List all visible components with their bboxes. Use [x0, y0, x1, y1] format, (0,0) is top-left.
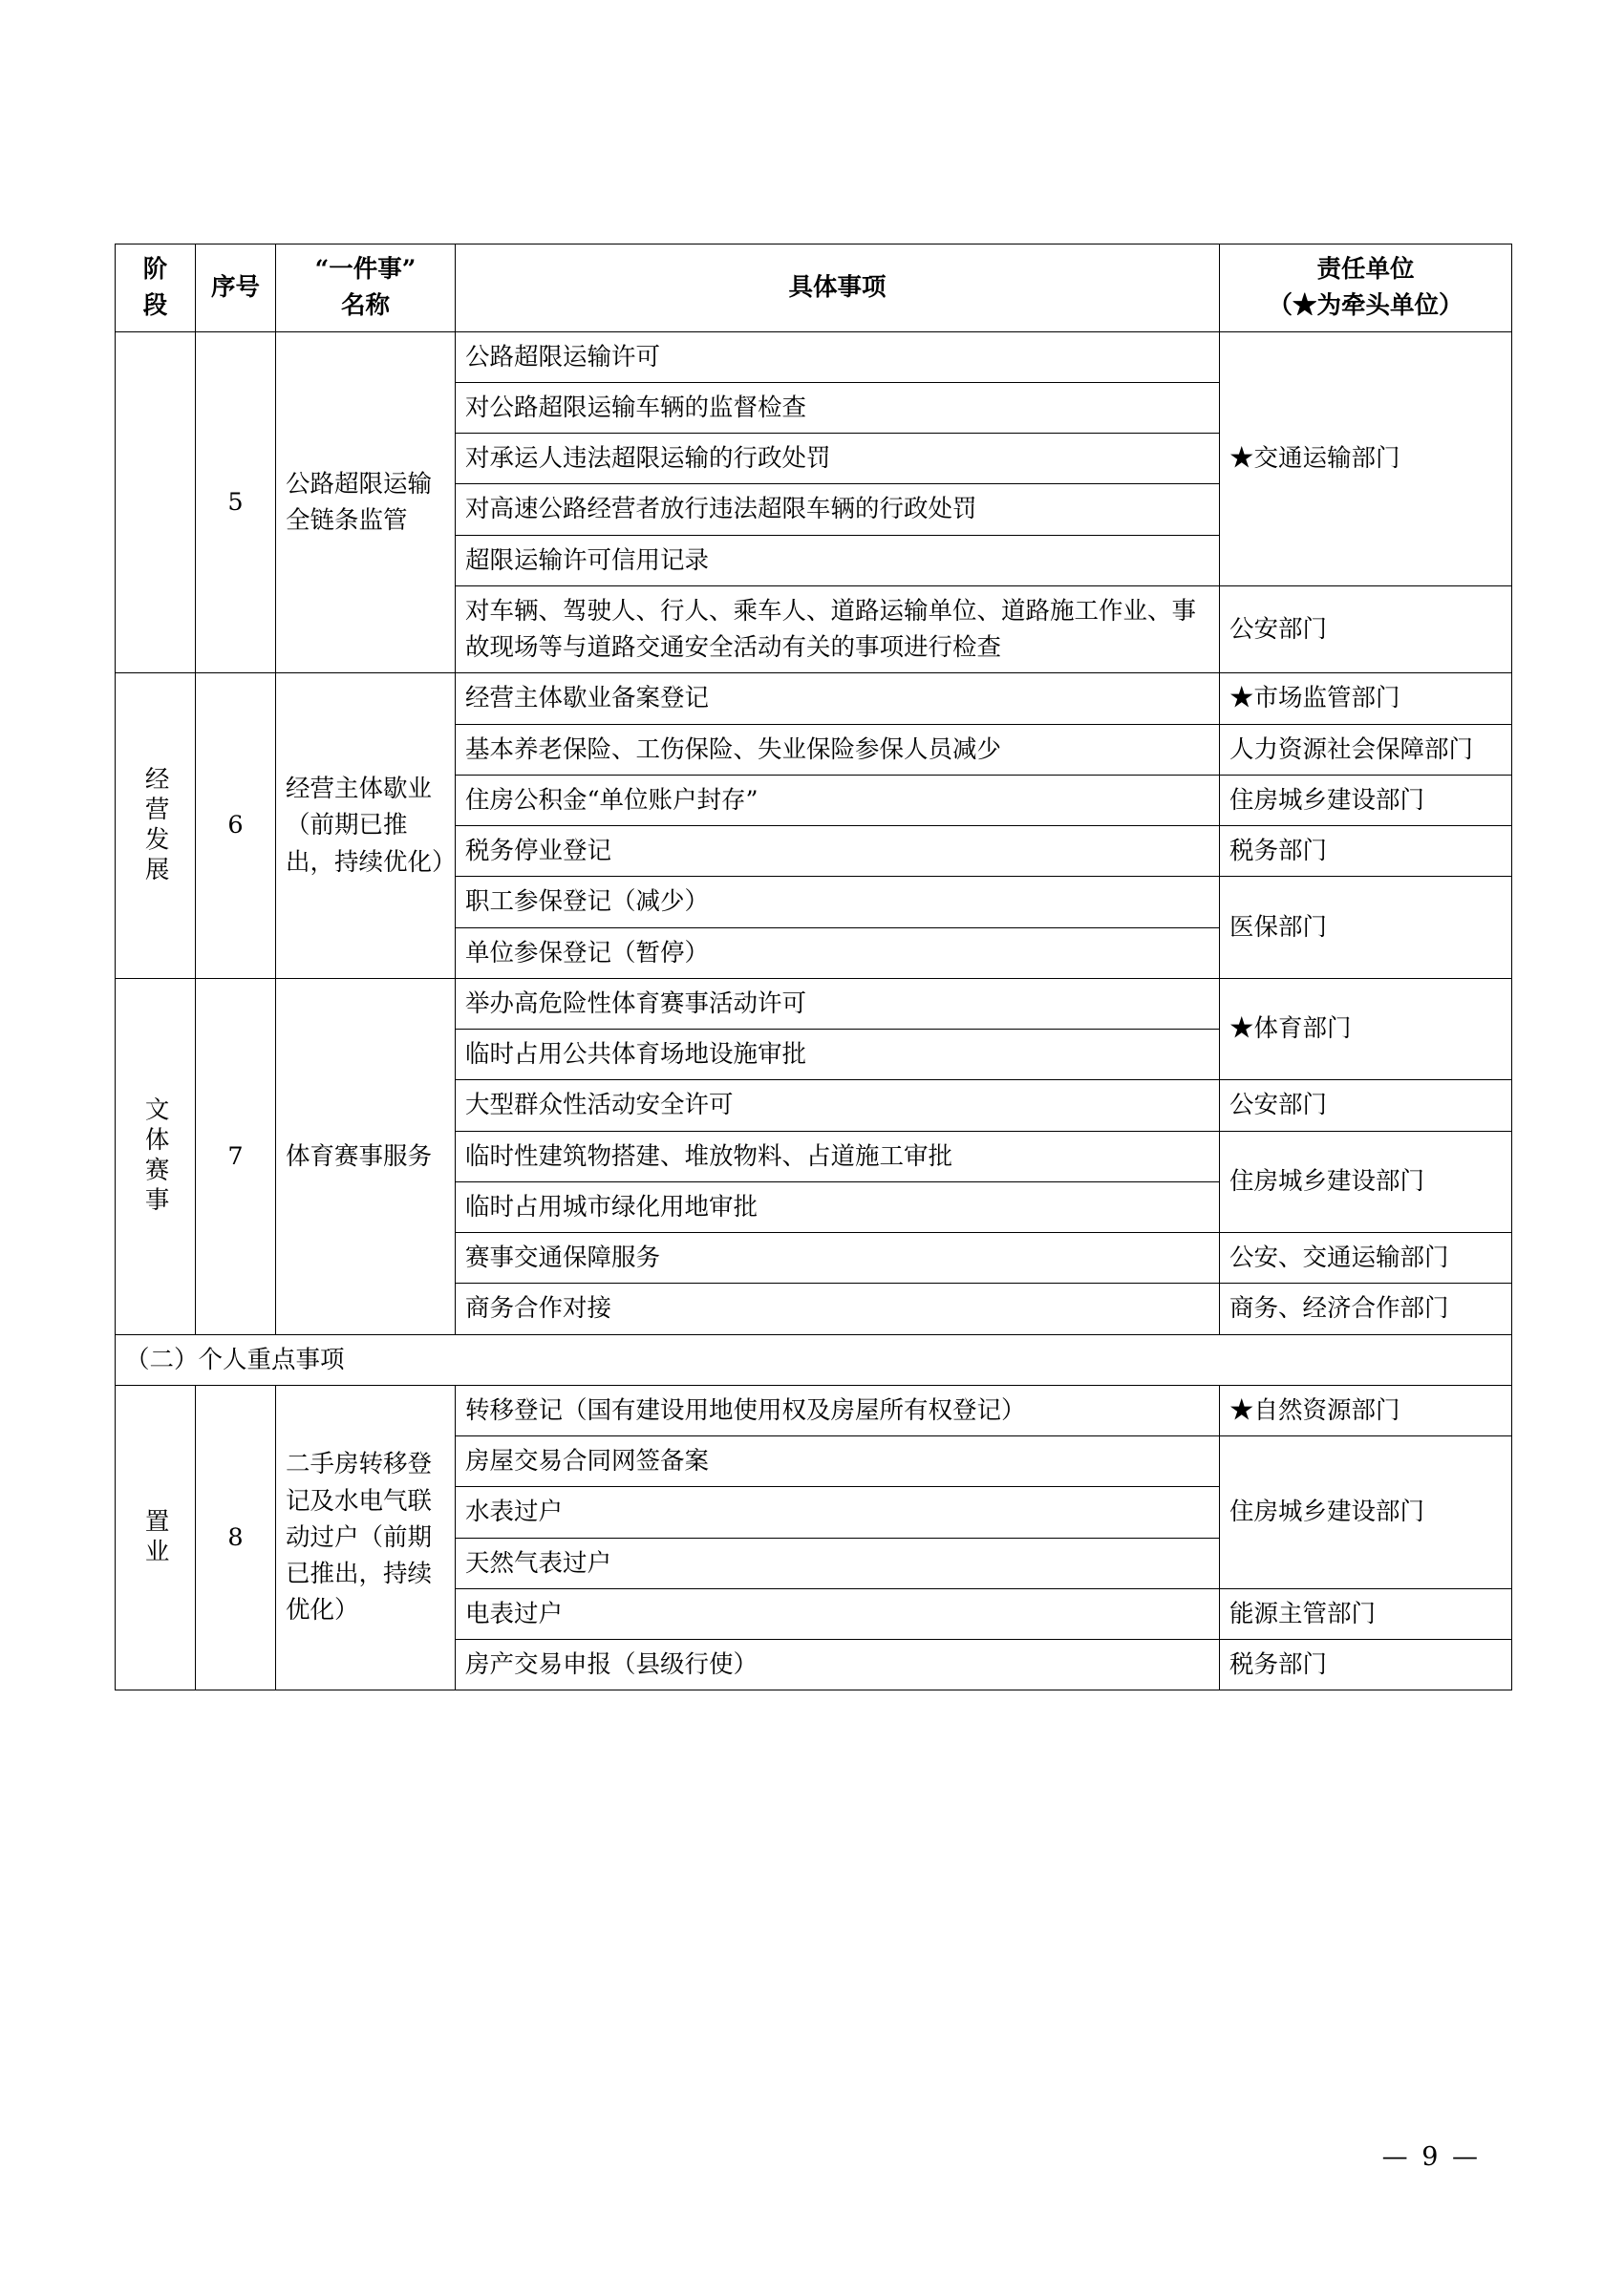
item-text: 转移登记（国有建设用地使用权及房屋所有权登记） — [456, 1385, 1220, 1435]
header-no: 序号 — [196, 244, 276, 332]
section-heading: （二）个人重点事项 — [116, 1334, 1512, 1385]
row-number: 7 — [196, 978, 276, 1334]
dept-text: 医保部门 — [1220, 877, 1512, 979]
dept-text: 税务部门 — [1220, 826, 1512, 877]
dept-text: 公安、交通运输部门 — [1220, 1233, 1512, 1284]
header-dept-line2: （★为牵头单位） — [1268, 291, 1464, 321]
table-row — [116, 978, 1512, 1029]
item-text: 公路超限运输许可 — [456, 331, 1220, 382]
item-text: 赛事交通保障服务 — [456, 1233, 1220, 1284]
dept-text: ★市场监管部门 — [1220, 673, 1512, 724]
stage-cell: 经营发展 — [116, 673, 196, 979]
item-text: 临时性建筑物搭建、堆放物料、占道施工审批 — [456, 1131, 1220, 1181]
event-name: 经营主体歇业（前期已推出，持续优化） — [276, 673, 456, 979]
page-number: — 9 — — [1381, 2142, 1481, 2172]
item-text: 超限运输许可信用记录 — [456, 535, 1220, 585]
header-stage — [116, 244, 196, 332]
stage-cell-blank — [116, 331, 196, 673]
header-name-line1: “一件事” — [314, 255, 417, 284]
header-dept-line1: 责任单位 — [1316, 255, 1415, 284]
dept-text: ★自然资源部门 — [1220, 1385, 1512, 1435]
item-text: 房屋交易合同网签备案 — [456, 1436, 1220, 1487]
dept-text: 人力资源社会保障部门 — [1220, 724, 1512, 775]
table-row — [116, 1385, 1512, 1435]
dept-text: 商务、经济合作部门 — [1220, 1284, 1512, 1334]
requirements-table — [115, 244, 1512, 1690]
item-text: 电表过户 — [456, 1588, 1220, 1639]
item-text: 商务合作对接 — [456, 1284, 1220, 1334]
header-item: 具体事项 — [456, 244, 1220, 332]
dept-text: 公安部门 — [1220, 1080, 1512, 1131]
row-number: 8 — [196, 1385, 276, 1690]
header-name-line2: 名称 — [340, 291, 390, 321]
item-text: 水表过户 — [456, 1487, 1220, 1538]
event-name: 体育赛事服务 — [276, 978, 456, 1334]
header-stage-line1: 阶 — [142, 255, 168, 284]
item-text: 单位参保登记（暂停） — [456, 927, 1220, 978]
item-text: 对承运人违法超限运输的行政处罚 — [456, 434, 1220, 484]
section-heading-row — [116, 1334, 1512, 1385]
dept-text: 住房城乡建设部门 — [1220, 1436, 1512, 1589]
dept-text: 税务部门 — [1220, 1640, 1512, 1690]
table-row — [116, 673, 1512, 724]
item-text: 经营主体歇业备案登记 — [456, 673, 1220, 724]
item-text: 房产交易申报（县级行使） — [456, 1640, 1220, 1690]
header-name — [276, 244, 456, 332]
stage-cell: 置业 — [116, 1385, 196, 1690]
item-text: 大型群众性活动安全许可 — [456, 1080, 1220, 1131]
item-text: 住房公积金“单位账户封存” — [456, 775, 1220, 825]
item-text: 基本养老保险、工伤保险、失业保险参保人员减少 — [456, 724, 1220, 775]
dept-text: ★交通运输部门 — [1220, 331, 1512, 585]
dept-text: 住房城乡建设部门 — [1220, 775, 1512, 825]
item-text: 对车辆、驾驶人、行人、乘车人、道路运输单位、道路施工作业、事故现场等与道路交通安全活动有关的事项进行检查 — [456, 585, 1220, 673]
item-text: 举办高危险性体育赛事活动许可 — [456, 978, 1220, 1029]
event-name: 公路超限运输全链条监管 — [276, 331, 456, 673]
item-text: 天然气表过户 — [456, 1538, 1220, 1588]
dept-text: 能源主管部门 — [1220, 1588, 1512, 1639]
table-header-row — [116, 244, 1512, 332]
item-text: 临时占用城市绿化用地审批 — [456, 1181, 1220, 1232]
item-text: 职工参保登记（减少） — [456, 877, 1220, 927]
row-number: 5 — [196, 331, 276, 673]
dept-text: 住房城乡建设部门 — [1220, 1131, 1512, 1233]
header-stage-line2: 段 — [142, 291, 168, 321]
dept-text: ★体育部门 — [1220, 978, 1512, 1080]
item-text: 对公路超限运输车辆的监督检查 — [456, 382, 1220, 433]
item-text: 对高速公路经营者放行违法超限车辆的行政处罚 — [456, 484, 1220, 535]
table-row — [116, 331, 1512, 382]
event-name: 二手房转移登记及水电气联动过户（前期已推出，持续优化） — [276, 1385, 456, 1690]
dept-text: 公安部门 — [1220, 585, 1512, 673]
item-text: 临时占用公共体育场地设施审批 — [456, 1030, 1220, 1080]
header-dept — [1220, 244, 1512, 332]
item-text: 税务停业登记 — [456, 826, 1220, 877]
row-number: 6 — [196, 673, 276, 979]
stage-cell: 文体赛事 — [116, 978, 196, 1334]
